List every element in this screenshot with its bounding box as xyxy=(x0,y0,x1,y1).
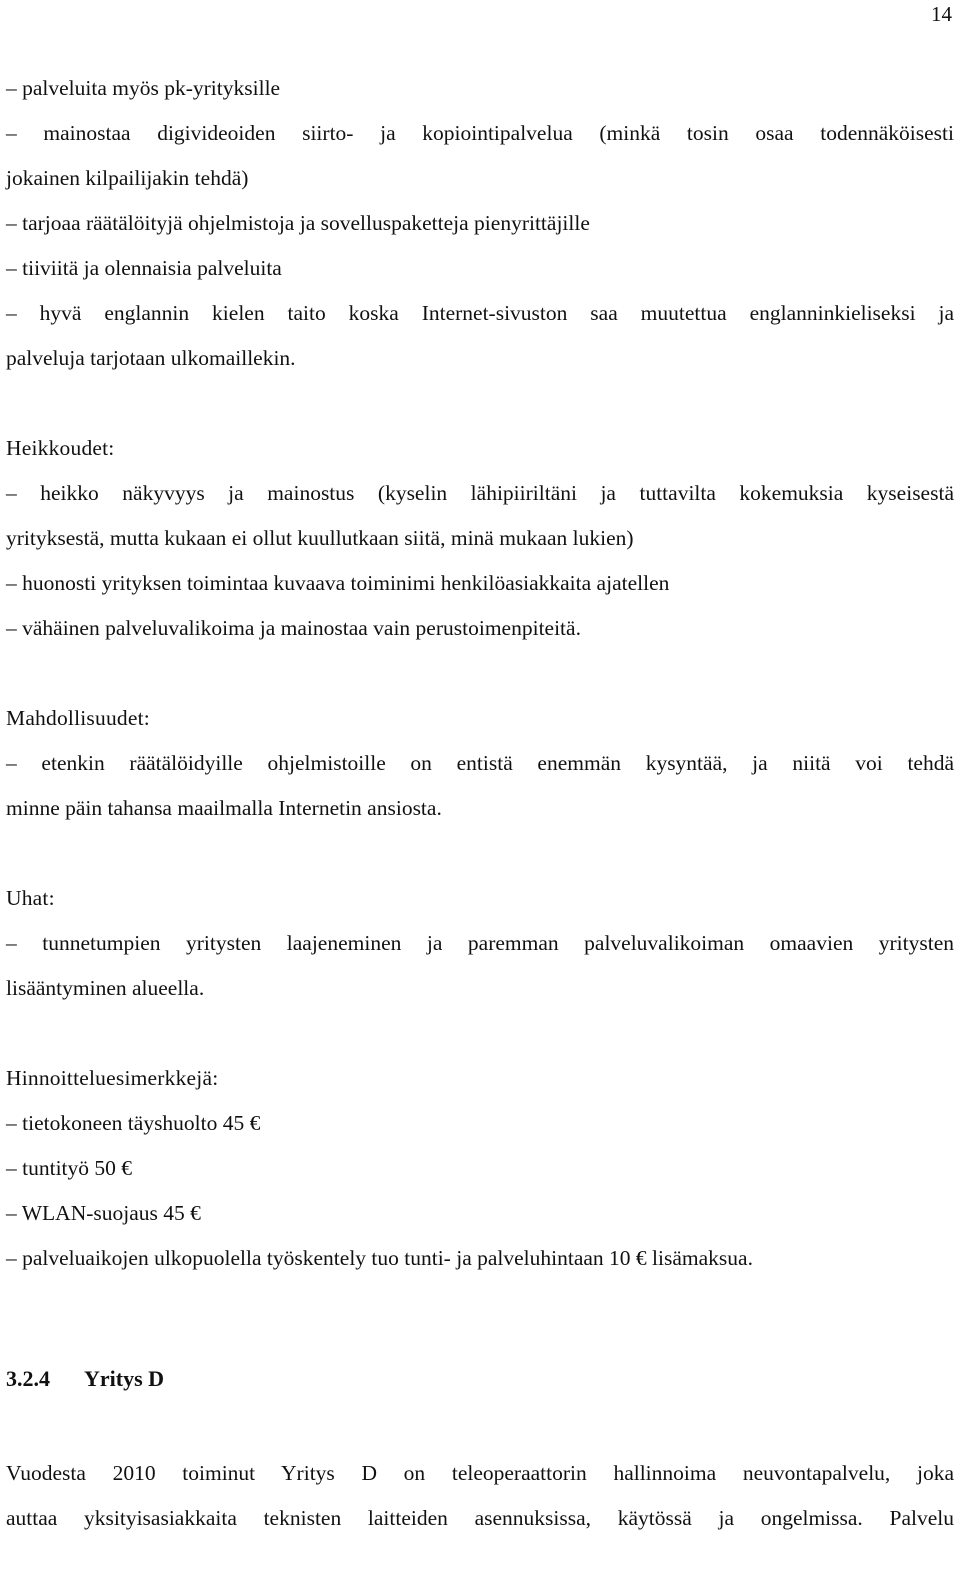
spacer xyxy=(6,381,954,426)
spacer xyxy=(6,1011,954,1056)
opportunities-section xyxy=(6,696,954,831)
list-item: – huonosti yrityksen toimintaa kuvaava toiminimi henkilöasiakkaita ajatellen xyxy=(6,571,670,595)
spacer xyxy=(6,651,954,696)
weaknesses-section xyxy=(6,426,954,651)
list-item: – tietokoneen täyshuolto 45 € xyxy=(6,1111,261,1135)
section-heading xyxy=(6,1356,954,1401)
list-item: – vähäinen palveluvalikoima ja mainostaa vain perustoimenpiteitä. xyxy=(6,616,581,640)
list-item-continuation: jokainen kilpailijakin tehdä) xyxy=(6,166,249,190)
page-number: 14 xyxy=(931,2,952,26)
list-item-continuation: minne päin tahansa maailmalla Internetin ansiosta. xyxy=(6,796,442,820)
paragraph-line: Vuodesta 2010 toiminut Yritys D on teleoperaattorin hallinnoima neuvontapalvelu, joka xyxy=(6,1461,954,1485)
section-number: 3.2.4 xyxy=(6,1366,50,1391)
list-item-continuation: lisääntyminen alueella. xyxy=(6,976,205,1000)
list-item: – tarjoaa räätälöityjä ohjelmistoja ja sovelluspaketteja pienyrittäjille xyxy=(6,211,590,235)
list-item: – hyvä englannin kielen taito koska Internet-sivuston saa muutettua englanninkieliseksi ja xyxy=(6,301,954,325)
weaknesses-heading: Heikkoudet: xyxy=(6,436,115,460)
threats-section xyxy=(6,876,954,1011)
list-item-continuation: palveluja tarjotaan ulkomaillekin. xyxy=(6,346,296,370)
list-item-continuation: yrityksestä, mutta kukaan ei ollut kuullutkaan siitä, minä mukaan lukien) xyxy=(6,526,634,550)
opportunities-heading: Mahdollisuudet: xyxy=(6,706,150,730)
paragraph-line: auttaa yksityisasiakkaita teknisten laitteiden asennuksissa, käytössä ja ongelmissa. Palvelu xyxy=(6,1506,954,1530)
intro-list xyxy=(6,66,954,381)
list-item: – etenkin räätälöidyille ohjelmistoille on entistä enemmän kysyntää, ja niitä voi tehdä xyxy=(6,751,954,775)
list-item: – tiiviitä ja olennaisia palveluita xyxy=(6,256,282,280)
list-item: – heikko näkyvyys ja mainostus (kyselin lähipiiriltäni ja tuttavilta kokemuksia kyseisestä xyxy=(6,481,954,505)
spacer xyxy=(6,1281,954,1356)
list-item: – palveluaikojen ulkopuolella työskentely tuo tunti- ja palveluhintaan 10 € lisämaksua. xyxy=(6,1246,753,1270)
list-item: – mainostaa digivideoiden siirto- ja kopiointipalvelua (minkä tosin osaa todennäköisesti xyxy=(6,121,954,145)
spacer xyxy=(6,831,954,876)
section-3-2-4 xyxy=(6,1356,954,1541)
section-title: Yritys D xyxy=(84,1366,165,1391)
document-body xyxy=(6,66,954,1541)
threats-heading: Uhat: xyxy=(6,886,55,910)
pricing-section xyxy=(6,1056,954,1281)
list-item: – tunnetumpien yritysten laajeneminen ja paremman palveluvalikoiman omaavien yritysten xyxy=(6,931,954,955)
list-item: – tuntityö 50 € xyxy=(6,1156,133,1180)
pricing-heading: Hinnoitteluesimerkkejä: xyxy=(6,1066,219,1090)
list-item: – palveluita myös pk-yrityksille xyxy=(6,76,281,100)
list-item: – WLAN-suojaus 45 € xyxy=(6,1201,201,1225)
spacer xyxy=(6,1401,954,1451)
